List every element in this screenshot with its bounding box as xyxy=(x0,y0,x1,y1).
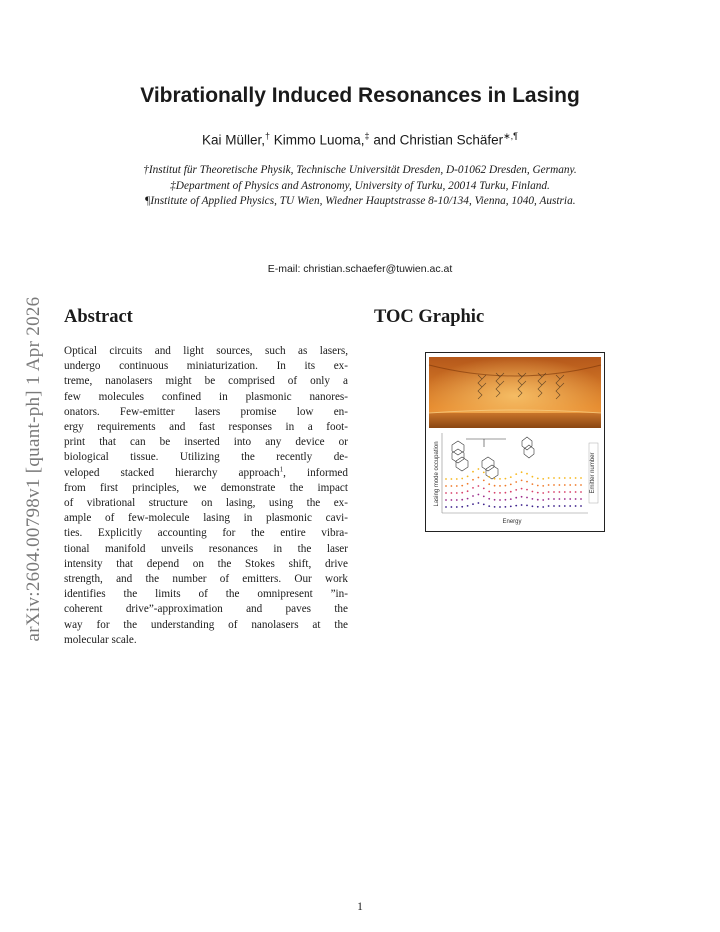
occupation-dot xyxy=(488,483,490,485)
occupation-dot xyxy=(472,471,474,473)
abstract-line xyxy=(64,466,348,481)
abstract-text xyxy=(64,344,348,648)
occupation-dot xyxy=(537,506,539,508)
occupation-dot xyxy=(456,485,458,487)
abstract-line: Optical circuits and light sources, such as lasers, xyxy=(64,345,348,357)
occupation-dot xyxy=(488,498,490,500)
occupation-dot-series xyxy=(445,468,582,508)
occupation-dot xyxy=(537,492,539,494)
abstract-heading: Abstract xyxy=(64,307,133,327)
occupation-dot xyxy=(569,477,571,479)
occupation-dot xyxy=(580,498,582,500)
occupation-dot xyxy=(575,498,577,500)
occupation-dot xyxy=(532,498,534,500)
occupation-dot xyxy=(515,473,517,475)
occupation-dot xyxy=(499,492,501,494)
occupation-dot xyxy=(580,484,582,486)
occupation-dot xyxy=(510,506,512,508)
occupation-dot xyxy=(445,492,447,494)
abstract-line: from first principles, we demonstrate the impact xyxy=(64,481,348,494)
occupation-dot xyxy=(526,489,528,491)
occupation-dot xyxy=(505,478,507,480)
occupation-dot xyxy=(499,478,501,480)
page-number: 1 xyxy=(357,901,363,913)
abstract-line: molecular scale. xyxy=(64,633,137,646)
occupation-dot xyxy=(537,485,539,487)
occupation-dot xyxy=(526,505,528,507)
occupation-dot xyxy=(537,478,539,480)
occupation-dot xyxy=(461,492,463,494)
occupation-dot xyxy=(494,506,496,508)
occupation-dot xyxy=(553,505,555,507)
occupation-dot xyxy=(445,485,447,487)
occupation-dot xyxy=(542,492,544,494)
toc-graphic xyxy=(425,352,605,532)
toc-heading: TOC Graphic xyxy=(374,307,485,327)
occupation-dot xyxy=(461,478,463,480)
abstract-line: ample of few-molecule lasing in plasmonic cavi- xyxy=(64,512,348,525)
occupation-dot xyxy=(521,471,523,473)
paper-title: Vibrationally Induced Resonances in Lasing xyxy=(140,84,580,107)
occupation-dot xyxy=(515,481,517,483)
occupation-dot xyxy=(569,498,571,500)
occupation-dot xyxy=(553,484,555,486)
abstract-line: few molecules confined in plasmonic nanores- xyxy=(64,390,348,403)
occupation-dot xyxy=(542,485,544,487)
occupation-dot xyxy=(488,491,490,493)
occupation-dot xyxy=(548,477,550,479)
occupation-dot xyxy=(505,492,507,494)
abstract-line: undergo continuous miniaturization. In its ex- xyxy=(64,360,348,373)
occupation-dot xyxy=(499,485,501,487)
occupation-dot xyxy=(580,491,582,493)
occupation-dot xyxy=(569,505,571,507)
occupation-dot xyxy=(456,499,458,501)
occupation-dot xyxy=(494,492,496,494)
occupation-dot xyxy=(515,489,517,491)
abstract-line: biological tissue. Utilizing the recently de- xyxy=(64,451,348,464)
occupation-dot xyxy=(564,498,566,500)
abstract-line: strength, and the number of emitters. Our work xyxy=(64,573,348,586)
occupation-dot xyxy=(494,485,496,487)
occupation-dot xyxy=(575,477,577,479)
abstract-line: identifies the limits of the omnipresent ”in- xyxy=(64,588,348,601)
occupation-dot xyxy=(526,481,528,483)
abstract-line: onators. Few-emitter lasers promise low en- xyxy=(64,405,348,418)
occupation-dot xyxy=(461,506,463,508)
occupation-dot xyxy=(515,497,517,499)
occupation-dot xyxy=(478,502,480,504)
occupation-dot xyxy=(521,488,523,490)
occupation-dot xyxy=(559,498,561,500)
occupation-dot xyxy=(451,499,453,501)
occupation-dot xyxy=(553,498,555,500)
abstract-line: ergy requirements and fast responses in a foot- xyxy=(64,421,348,434)
occupation-dot xyxy=(580,477,582,479)
occupation-dot xyxy=(564,484,566,486)
occupation-dot xyxy=(456,492,458,494)
occupation-dot xyxy=(521,496,523,498)
abstract-line: tional manifold unveils resonances in the laser xyxy=(64,542,348,555)
occupation-dot xyxy=(537,499,539,501)
toc-ylabel: Lasing mode occupation xyxy=(434,441,440,507)
occupation-dot xyxy=(488,505,490,507)
occupation-dot xyxy=(483,504,485,506)
occupation-dot xyxy=(467,498,469,500)
author-name: Kimmo Luoma, xyxy=(270,132,365,148)
occupation-dot xyxy=(461,499,463,501)
occupation-dot xyxy=(445,478,447,480)
occupation-dot xyxy=(467,490,469,492)
occupation-dot xyxy=(472,479,474,481)
affiliation-mark: † xyxy=(264,131,270,141)
occupation-dot xyxy=(451,478,453,480)
affiliation: †Institut für Theoretische Physik, Technische Universität Dresden, D-01062 Dresden, Germany. xyxy=(143,164,577,176)
occupation-dot xyxy=(564,491,566,493)
occupation-dot xyxy=(548,505,550,507)
occupation-dot xyxy=(461,485,463,487)
occupation-dot xyxy=(483,496,485,498)
occupation-dot xyxy=(521,504,523,506)
occupation-dot xyxy=(521,480,523,482)
contact-email: E-mail: christian.schaefer@tuwien.ac.at xyxy=(267,263,453,275)
occupation-dot xyxy=(472,495,474,497)
occupation-dot xyxy=(548,484,550,486)
abstract-line: intensity that depend on the Stokes shift, drive xyxy=(64,557,348,570)
occupation-dot xyxy=(467,483,469,485)
occupation-dot xyxy=(548,498,550,500)
abstract-line: of vibrational structure on lasing, using the ex- xyxy=(64,497,348,510)
occupation-dot xyxy=(510,484,512,486)
occupation-dot xyxy=(467,476,469,478)
affiliation-mark: ‡ xyxy=(364,131,370,141)
occupation-dot xyxy=(445,506,447,508)
occupation-dot xyxy=(526,497,528,499)
occupation-dot xyxy=(478,494,480,496)
affiliation-mark: ∗,¶ xyxy=(503,131,519,141)
occupation-dot xyxy=(559,477,561,479)
occupation-dot xyxy=(472,503,474,505)
occupation-dot xyxy=(478,468,480,470)
occupation-dot xyxy=(559,505,561,507)
occupation-dot xyxy=(515,505,517,507)
abstract-line: ties. Explicitly accounting for the entire vibra- xyxy=(64,527,348,540)
occupation-dot xyxy=(532,491,534,493)
affiliation: ¶Institute of Applied Physics, TU Wien, Wiedner Hauptstrasse 8-10/134, Vienna, 1040, Austria. xyxy=(144,195,576,207)
occupation-dot xyxy=(559,491,561,493)
author-list xyxy=(0,131,720,148)
occupation-dot xyxy=(472,487,474,489)
abstract-line-part: veloped stacked hierarchy approach xyxy=(64,466,280,479)
occupation-dot xyxy=(478,485,480,487)
occupation-dot xyxy=(494,499,496,501)
occupation-dot xyxy=(575,505,577,507)
occupation-dot xyxy=(569,491,571,493)
citation-ref[interactable]: 1 xyxy=(279,464,284,473)
occupation-dot xyxy=(580,505,582,507)
occupation-dot xyxy=(451,492,453,494)
occupation-dot xyxy=(483,488,485,490)
abstract-line: way for the understanding of nanolasers at the xyxy=(64,618,348,631)
occupation-dot xyxy=(499,506,501,508)
occupation-dot xyxy=(456,478,458,480)
author-name: and Christian Schäfer xyxy=(369,132,504,148)
occupation-dot xyxy=(505,485,507,487)
affiliation: ‡Department of Physics and Astronomy, University of Turku, 20014 Turku, Finland. xyxy=(170,179,550,192)
occupation-dot xyxy=(532,505,534,507)
occupation-dot xyxy=(505,499,507,501)
occupation-dot xyxy=(488,476,490,478)
occupation-dot xyxy=(451,485,453,487)
abstract-line-part: , informed xyxy=(283,466,348,479)
occupation-dot xyxy=(510,491,512,493)
abstract-line: treme, nanolasers might be comprised of only a xyxy=(64,375,348,388)
occupation-dot xyxy=(526,473,528,475)
occupation-dot xyxy=(532,483,534,485)
occupation-dot xyxy=(451,506,453,508)
occupation-dot xyxy=(542,478,544,480)
occupation-dot xyxy=(553,491,555,493)
abstract-line: coherent drive”-approximation and paves the xyxy=(64,603,348,616)
toc-xlabel: Energy xyxy=(502,519,522,525)
occupation-dot xyxy=(499,499,501,501)
occupation-dot xyxy=(494,478,496,480)
occupation-dot xyxy=(510,498,512,500)
toc-right-label: Emitter number xyxy=(590,452,596,494)
occupation-dot xyxy=(575,484,577,486)
occupation-dot xyxy=(467,505,469,507)
arxiv-identifier: arXiv:2604.00798v1 [quant-ph] 1 Apr 2026 xyxy=(23,296,44,642)
toc-graphic-image xyxy=(426,353,604,531)
occupation-dot xyxy=(553,477,555,479)
occupation-dot xyxy=(542,499,544,501)
occupation-dot xyxy=(559,484,561,486)
abstract-line: print that can be inserted into any device or xyxy=(64,436,348,449)
affiliations xyxy=(88,163,632,210)
author-name: Kai Müller, xyxy=(201,132,265,148)
occupation-dot xyxy=(510,476,512,478)
occupation-dot xyxy=(564,477,566,479)
occupation-dot xyxy=(532,476,534,478)
occupation-dot xyxy=(569,484,571,486)
occupation-dot xyxy=(456,506,458,508)
occupation-dot xyxy=(505,506,507,508)
occupation-dot xyxy=(445,499,447,501)
occupation-dot xyxy=(542,506,544,508)
occupation-dot xyxy=(575,491,577,493)
occupation-dot xyxy=(483,480,485,482)
occupation-dot xyxy=(483,472,485,474)
occupation-dot xyxy=(478,477,480,479)
occupation-dot xyxy=(548,491,550,493)
occupation-dot xyxy=(564,505,566,507)
